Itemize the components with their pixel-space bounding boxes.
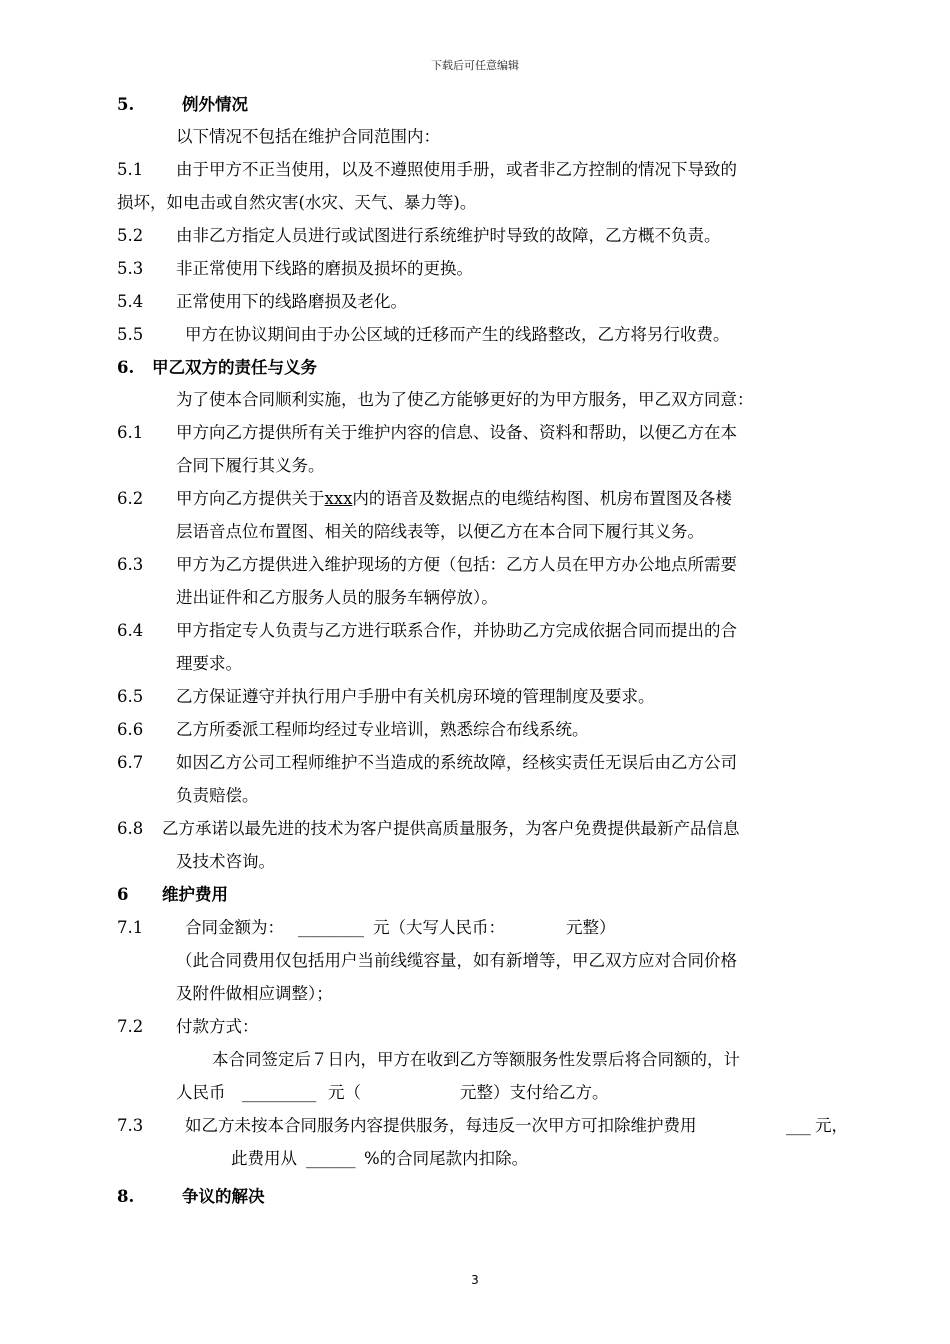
item-text: 如乙方未按本合同服务内容提供服务，每违反一次甲方可扣除维护费用 [185,1116,697,1135]
payment-method-label: 付款方式： [176,1017,259,1036]
item-number: 7.3 [117,1116,144,1135]
item-text [176,488,732,510]
section-8-number: 8. [117,1187,135,1206]
item-number: 7.1 [117,918,144,937]
section-5-title: 例外情况 [182,95,248,114]
item-text: 非正常使用下线路的磨损及损坏的更换。 [176,259,473,278]
page-header: 下载后可任意编辑 [431,59,519,72]
item-text: %的合同尾款内扣除。 [364,1149,529,1168]
item-number: 5.4 [117,292,144,311]
contract-amount-blank: ________ [298,918,364,937]
item-text: 乙方所委派工程师均经过专业培训，熟悉综合布线系统。 [176,720,589,739]
item-text-post: 内的语音及数据点的电缆结构图、机房布置图及各楼 [352,489,732,508]
item-text: 乙方承诺以最先进的技术为客户提供高质量服务，为客户免费提供最新产品信息 [162,819,740,838]
item-number: 5.1 [117,160,144,179]
page-number: 3 [471,1273,479,1287]
item-text: 此费用从 [231,1149,297,1168]
item-text: 及附件做相应调整）； [176,984,333,1003]
item-text: 如因乙方公司工程师维护不当造成的系统故障，经核实责任无误后由乙方公司 [176,753,737,772]
section-6-number: 6. [117,358,135,377]
item-number: 5.5 [117,325,144,344]
item-text: 损坏，如电击或自然灾害(水灾、天气、暴力等)。 [117,193,477,212]
item-text: 元（ [328,1083,361,1102]
item-text: 由非乙方指定人员进行或试图进行系统维护时导致的故障，乙方概不负责。 [176,226,721,245]
item-text: 甲方为乙方提供进入维护现场的方便（包括：乙方人员在甲方办公地点所需要 [176,555,737,574]
item-text: 乙方保证遵守并执行用户手册中有关机房环境的管理制度及要求。 [176,687,655,706]
item-number: 6.2 [117,489,144,508]
item-number: 6.4 [117,621,144,640]
item-number: 6.8 [117,819,144,838]
item-number: 5.2 [117,226,144,245]
item-text: 层语音点位布置图、相关的陪线表等，以便乙方在本合同下履行其义务。 [176,522,704,541]
item-number: 6.3 [117,555,144,574]
item-text: 合同下履行其义务。 [176,456,325,475]
project-name-underlined: xxx [324,489,353,508]
item-text: 正常使用下的线路磨损及老化。 [176,292,407,311]
percentage-blank: ______ [306,1149,356,1168]
item-text: 甲方在协议期间由于办公区域的迁移而产生的线路整改，乙方将另行收费。 [185,325,730,344]
item-text-pre: 甲方向乙方提供关于 [176,489,325,508]
item-text: 甲方指定专人负责与乙方进行联系合作，并协助乙方完成依据合同而提出的合 [176,621,737,640]
item-text: 元整） [566,918,616,937]
item-text: 进出证件和乙方服务人员的服务车辆停放）。 [176,588,498,607]
section-6-intro: 为了使本合同顺利实施，也为了使乙方能够更好的为甲方服务，甲乙双方同意： [176,390,754,409]
item-number: 5.3 [117,259,144,278]
section-7-title: 维护费用 [162,885,228,904]
item-number: 6.6 [117,720,144,739]
item-text: 元， [815,1116,848,1135]
penalty-amount-blank: ___ [786,1116,811,1135]
section-5-intro: 以下情况不包括在维护合同范围内： [176,127,440,146]
section-5-number: 5. [117,95,135,114]
item-text: 本合同签定后７日内，甲方在收到乙方等额服务性发票后将合同额的，计 [212,1050,740,1069]
item-text: 负责赔偿。 [176,786,259,805]
item-text: 甲方向乙方提供所有关于维护内容的信息、设备、资料和帮助，以便乙方在本 [176,423,737,442]
item-text: 理要求。 [176,654,242,673]
item-text: 及技术咨询。 [176,852,275,871]
section-7-number: 6 [117,885,129,904]
item-number: 7.2 [117,1017,144,1036]
section-6-title: 甲乙双方的责任与义务 [152,358,317,377]
item-text: 由于甲方不正当使用，以及不遵照使用手册，或者非乙方控制的情况下导致的 [176,160,737,179]
item-text: （此合同费用仅包括用户当前线缆容量，如有新增等，甲乙双方应对合同价格 [176,951,737,970]
item-number: 6.7 [117,753,144,772]
contract-amount-label: 合同金额为： [185,918,284,937]
item-number: 6.5 [117,687,144,706]
section-8-title: 争议的解决 [182,1187,265,1206]
item-text: 元整）支付给乙方。 [460,1083,609,1102]
item-text: 元（大写人民币： [373,918,505,937]
item-text: 人民币 [176,1083,226,1102]
item-number: 6.1 [117,423,144,442]
payment-amount-blank: _________ [242,1083,317,1102]
